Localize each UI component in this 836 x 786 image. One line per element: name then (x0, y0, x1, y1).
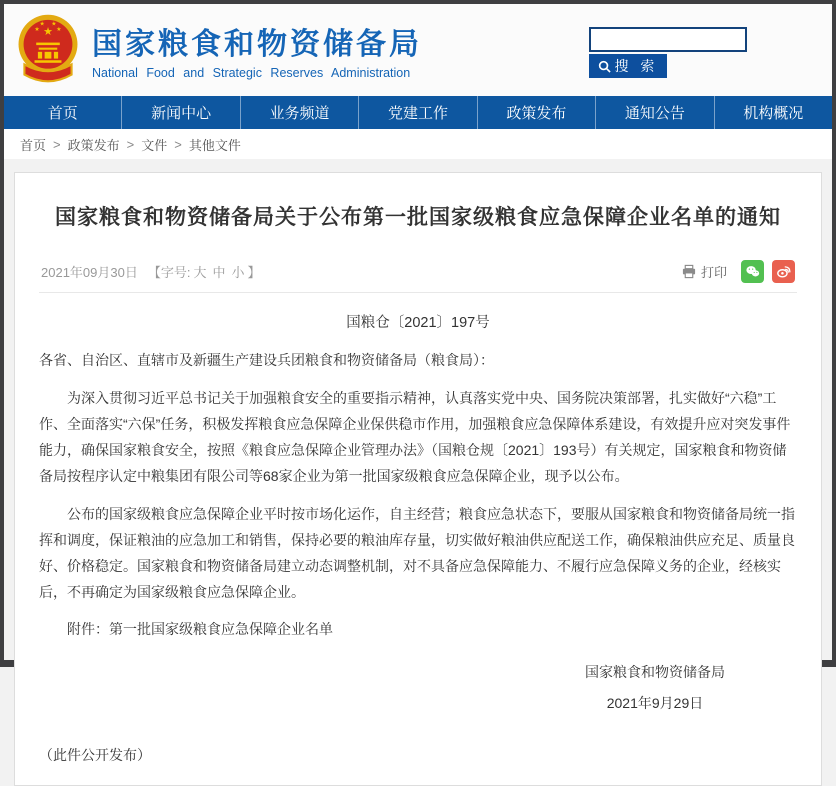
font-size-medium[interactable]: 中 (212, 265, 226, 281)
main-nav (4, 96, 832, 129)
salutation-line: 各省、自治区、直辖市及新疆生产建设兵团粮食和物资储备局（粮食局）： (39, 352, 494, 369)
article-meta-right (681, 260, 795, 283)
wechat-icon (744, 263, 761, 280)
org-names (92, 22, 422, 80)
breadcrumb-policy[interactable]: 政策发布 (67, 137, 120, 153)
search-icon (598, 60, 611, 73)
search-input[interactable] (589, 27, 747, 52)
search-button-label: 搜 索 (614, 58, 659, 74)
breadcrumb (4, 129, 832, 159)
breadcrumb-separator: > (174, 136, 182, 152)
breadcrumb-separator: > (126, 136, 135, 152)
print-button[interactable] (681, 262, 727, 281)
nav-item-policy[interactable]: 政策发布 (478, 96, 596, 129)
signature-date: 2021年9月29日 (606, 695, 704, 712)
attachment-line: 附件：第一批国家级粮食应急保障企业名单 (67, 621, 333, 638)
nav-item-notices[interactable]: 通知公告 (596, 96, 714, 129)
svg-text:★: ★ (39, 21, 45, 28)
org-name-zh: 国家粮食和物资储备局 (92, 28, 422, 62)
svg-text:★: ★ (34, 26, 40, 33)
national-emblem-icon (16, 11, 80, 91)
article-meta-left (41, 262, 261, 281)
svg-text:★: ★ (51, 21, 57, 28)
org-name-en: National Food and Strategic Reserves Administration (92, 65, 411, 80)
body-paragraph: 公布的国家级粮食应急保障企业平时按市场化运作，自主经营；粮食应急状态下，要服从国家粮食和物资储备局统一指挥和调度，保证粮油的应急加工和销售，保持必要的粮油库存量，切实做好粮油供应配送工作，确保粮油供应充足、质量良好、价格稳定。国家粮食和物资储备局建立动态调整机制，对不具备应急保障能力、不履行应急保障义务的企业，经核实后，不再确定为国家级粮食应急保障企业。 (39, 505, 795, 600)
share-wechat-button[interactable] (741, 260, 764, 283)
signer-name: 国家粮食和物资储备局 (585, 664, 725, 681)
share-weibo-button[interactable] (772, 260, 795, 283)
nav-item-about[interactable]: 机构概况 (743, 105, 804, 122)
article-meta-row (39, 260, 797, 283)
print-label: 打印 (700, 265, 727, 281)
site-logo-link[interactable] (16, 11, 422, 91)
weibo-icon (775, 263, 792, 280)
search-box (589, 27, 749, 78)
nav-item-home[interactable]: 首页 (4, 96, 122, 129)
breadcrumb-other-documents[interactable]: 其他文件 (188, 137, 241, 153)
font-size-small[interactable]: 小 (231, 265, 245, 281)
printer-icon (681, 264, 697, 279)
breadcrumb-home[interactable]: 首页 (20, 137, 47, 153)
nav-item-news[interactable]: 新闻中心 (122, 96, 240, 129)
nav-item-business[interactable]: 业务频道 (241, 96, 359, 129)
breadcrumb-documents[interactable]: 文件 (141, 137, 168, 153)
nav-item-party[interactable]: 党建工作 (359, 96, 477, 129)
font-size-suffix: 】 (247, 265, 261, 281)
article-container (14, 172, 822, 786)
svg-text:★: ★ (43, 26, 53, 38)
search-button[interactable] (589, 54, 667, 78)
publish-date: 2021年09月30日 (41, 265, 138, 281)
breadcrumb-separator: > (53, 136, 61, 152)
font-size-large[interactable]: 大 (193, 265, 207, 281)
body-paragraph: 为深入贯彻习近平总书记关于加强粮食安全的重要指示精神，认真落实党中央、国务院决策部署，扎实做好“六稳”工作、全面落实“六保”任务，积极发挥粮食应急保障企业保供稳市作用，加强粮食应急保障体系建设，有效提升应对突发事件能力，确保国家粮食安全，按照《粮食应急保障企业管理办法》（国粮仓规〔2021〕193号）有关规定，国家粮食和物资储备局按程序认定中粮集团有限公司等68家企业为第一批国家级粮食应急保障企业，现予以公布。 (39, 390, 791, 484)
font-size-prefix: 【字号: (147, 265, 191, 281)
article-body (39, 348, 797, 643)
document-number: 国粮仓〔2021〕197号 (346, 315, 490, 332)
article-title: 国家粮食和物资储备局关于公布第一批国家级粮食应急保障企业名单的通知 (55, 206, 781, 229)
public-release-note: （此件公开发布） (39, 746, 151, 763)
svg-text:★: ★ (56, 26, 62, 33)
meta-divider (39, 292, 797, 293)
site-header (4, 4, 832, 96)
